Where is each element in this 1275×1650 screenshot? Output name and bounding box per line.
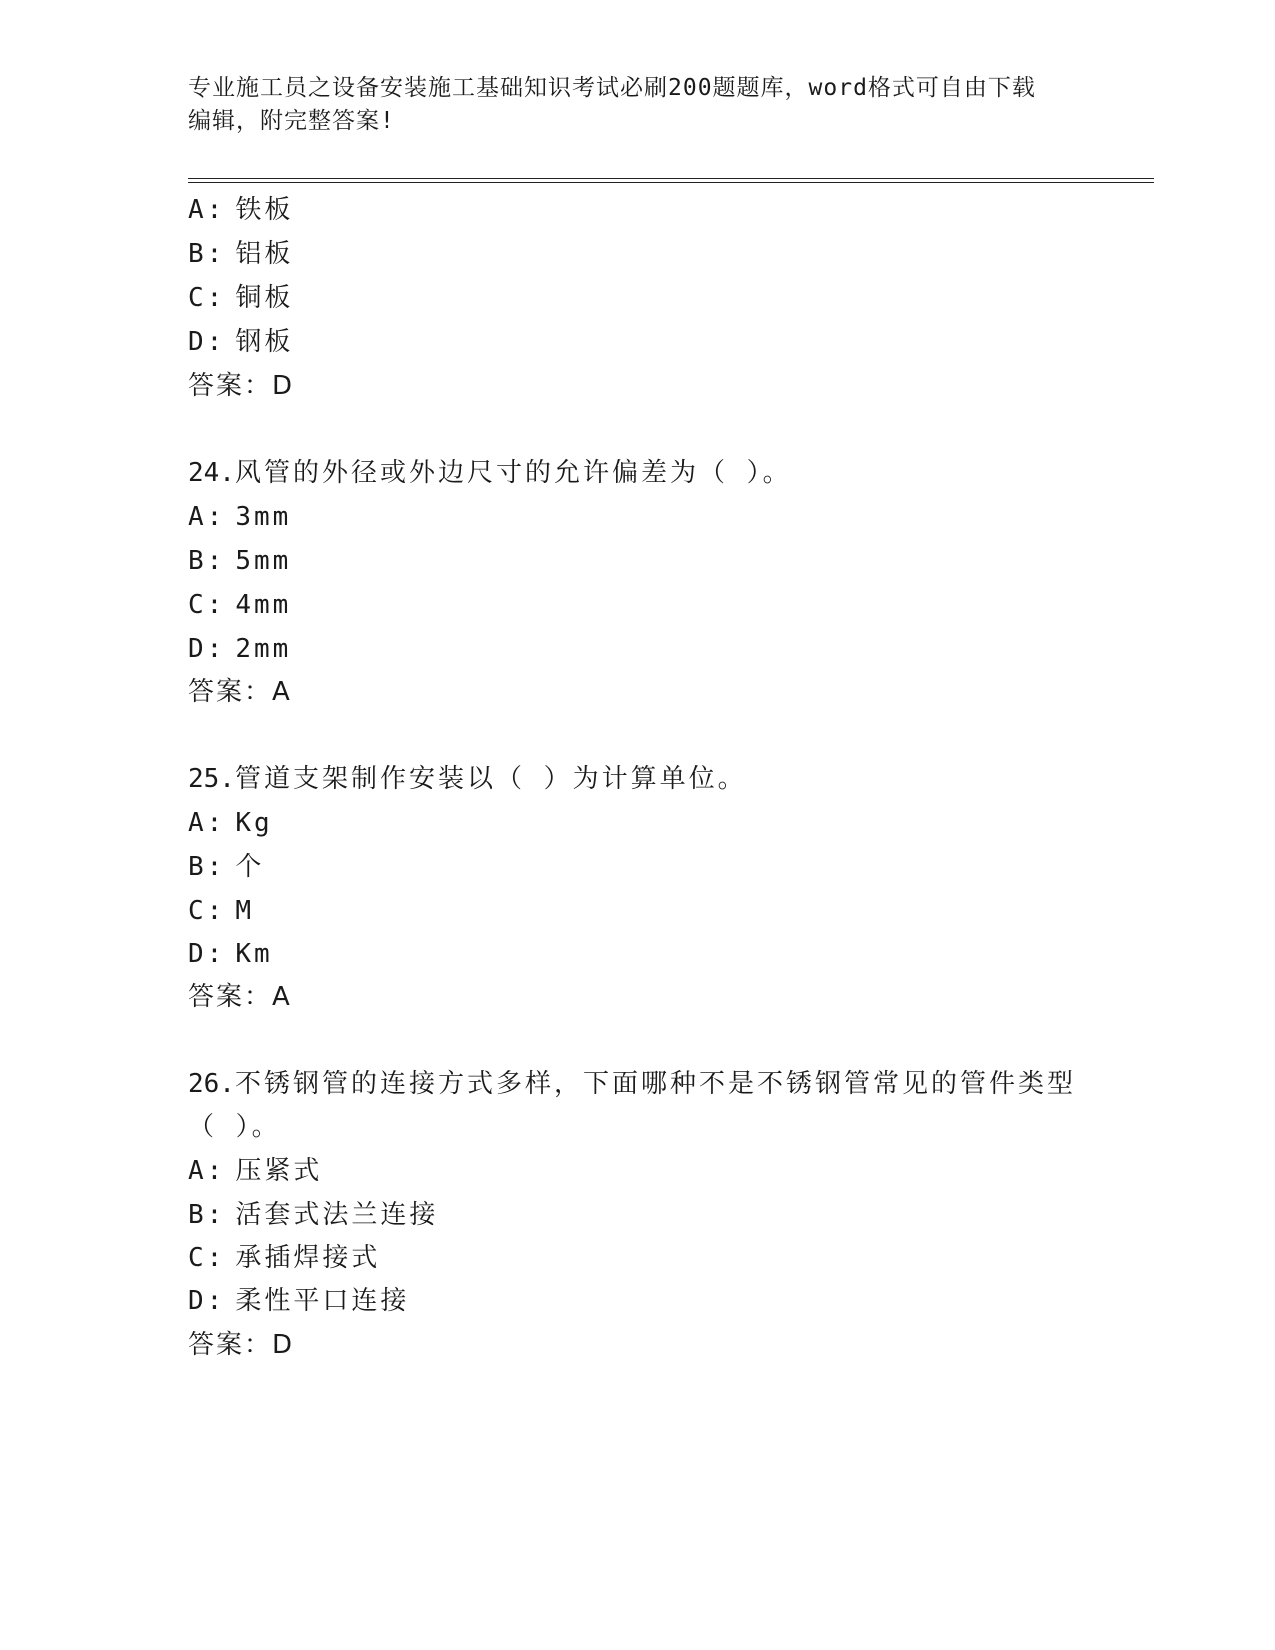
header-rule-top bbox=[188, 178, 1154, 179]
q24-option-d: D: 2mm bbox=[188, 634, 292, 664]
document-header bbox=[188, 72, 1068, 138]
q26-question-line-2: （ ）。 bbox=[188, 1112, 281, 1142]
q26-option-d: D: 柔性平口连接 bbox=[188, 1286, 410, 1316]
q25-option-a: A: Kg bbox=[188, 808, 273, 838]
q26-answer: 答案：D bbox=[188, 1330, 295, 1360]
q26-option-c: C: 承插焊接式 bbox=[188, 1243, 381, 1273]
q24-question: 24.风管的外径或外边尺寸的允许偏差为（ ）。 bbox=[188, 458, 792, 488]
q25-option-d: D: Km bbox=[188, 939, 273, 969]
q24-answer: 答案：A bbox=[188, 677, 292, 707]
header-rule-bottom bbox=[188, 182, 1154, 183]
q25-question: 25.管道支架制作安装以（ ）为计算单位。 bbox=[188, 764, 747, 794]
q24-option-b: B: 5mm bbox=[188, 546, 292, 576]
q26-question-line-1: 26.不锈钢管的连接方式多样，下面哪种不是不锈钢管常见的管件类型 bbox=[188, 1069, 1076, 1099]
q25-option-b: B: 个 bbox=[188, 852, 265, 882]
q23-option-b: B: 铝板 bbox=[188, 239, 294, 269]
header-line-2: 编辑，附完整答案! bbox=[188, 108, 395, 134]
q23-option-c: C: 铜板 bbox=[188, 283, 294, 313]
q25-option-c: C: M bbox=[188, 896, 254, 926]
q23-option-a: A: 铁板 bbox=[188, 195, 294, 225]
q26-option-a: A: 压紧式 bbox=[188, 1156, 323, 1186]
q23-answer: 答案：D bbox=[188, 371, 295, 401]
q25-answer: 答案：A bbox=[188, 982, 292, 1012]
header-line-1: 专业施工员之设备安装施工基础知识考试必刷200题题库，word格式可自由下载 bbox=[188, 75, 1036, 101]
q24-option-a: A: 3mm bbox=[188, 502, 292, 532]
q26-option-b: B: 活套式法兰连接 bbox=[188, 1200, 439, 1230]
q24-option-c: C: 4mm bbox=[188, 590, 292, 620]
q23-option-d: D: 钢板 bbox=[188, 327, 294, 357]
